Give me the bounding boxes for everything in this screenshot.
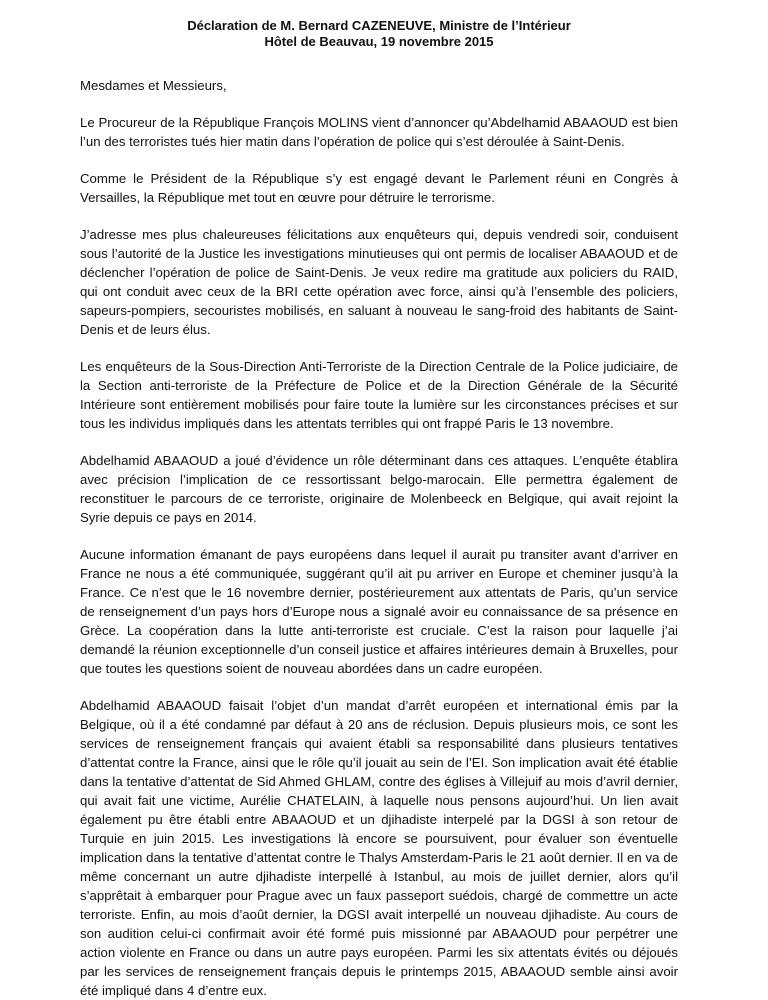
document-body bbox=[80, 76, 678, 1000]
paragraph-4: Les enquêteurs de la Sous-Direction Anti-Terroriste de la Direction Centrale de la Police judiciaire, de la Section anti-terroriste de la Préfecture de Police et de la Direction Générale de la Sécurité Intérieure sont entièrement mobilisés pour faire toute la lumière sur les circonstances précises et sur tous les individus impliqués dans les attentats terribles qui ont frappé Paris le 13 novembre. bbox=[80, 359, 678, 431]
title-line-2: Hôtel de Beauvau, 19 novembre 2015 bbox=[264, 34, 494, 49]
paragraph-6: Aucune information émanant de pays européens dans lequel il aurait pu transiter avant d’arriver en France ne nous a été communiquée, suggérant qu’il ait pu arriver en Europe et cheminer jusqu’à la France. Ce n’est que le 16 novembre dernier, postérieurement aux attentats de Paris, qu’un service de renseignement d’un pays hors d’Europe nous a signalé avoir eu connaissance de sa présence en Grèce. La coopération dans la lutte anti-terroriste est cruciale. C’est la raison pour laquelle j’ai demandé la réunion exceptionnelle d’un conseil justice et affaires intérieures demain à Bruxelles, pour que toutes les questions soient de nouveau abordées dans un cadre européen. bbox=[80, 547, 678, 676]
salutation: Mesdames et Messieurs, bbox=[80, 78, 227, 93]
title-line-1: Déclaration de M. Bernard CAZENEUVE, Ministre de l’Intérieur bbox=[187, 18, 571, 33]
document-title bbox=[80, 18, 678, 50]
paragraph-7: Abdelhamid ABAAOUD faisait l’objet d’un mandat d’arrêt européen et international émis par la Belgique, où il a été condamné par défaut à 20 ans de réclusion. Depuis plusieurs mois, ce sont les services de renseignement français qui avaient établi sa responsabilité dans plusieurs tentatives d’attentat contre la France, ainsi que le rôle qu’il jouait au sein de l’EI. Son implication avait été établie dans la tentative d’attentat de Sid Ahmed GHLAM, contre des églises à Villejuif au mois d’avril dernier, qui avait fait une victime, Aurélie CHATELAIN, à laquelle nous pensons aujourd’hui. Un lien avait également pu être établi entre ABAAOUD et un djihadiste interpelé par la DGSI à son retour de Turquie en juin 2015. Les investigations là encore se poursuivent, pour évaluer son éventuelle implication dans la tentative d’attentat contre le Thalys Amsterdam-Paris le 21 août dernier. Il en va de même concernant un autre djihadiste interpellé à Istanbul, au mois de juillet dernier, alors qu’il s’apprêtait à embarquer pour Prague avec un faux passeport suédois, chargé de commettre un acte terroriste. Enfin, au mois d’août dernier, la DGSI avait interpellé un nouveau djihadiste. Au cours de son audition celui-ci confirmait avoir été formé puis missionné par ABAAOUD pour perpétrer une action violente en France ou dans un autre pays européen. Parmi les six attentats évités ou déjoués par les services de renseignement français depuis le printemps 2015, ABAAOUD semble ainsi avoir été impliqué dans 4 d’entre eux. bbox=[80, 698, 678, 998]
paragraph-1: Le Procureur de la République François MOLINS vient d’annoncer qu’Abdelhamid ABAAOUD est bien l’un des terroristes tués hier matin dans l’opération de police qui s’est déroulée à Saint-Denis. bbox=[80, 115, 678, 149]
paragraph-5: Abdelhamid ABAAOUD a joué d’évidence un rôle déterminant dans ces attaques. L’enquête établira avec précision l’implication de ce ressortissant belgo-marocain. Elle permettra également de reconstituer le parcours de ce terroriste, originaire de Molenbeeck en Belgique, qui avait rejoint la Syrie depuis ce pays en 2014. bbox=[80, 453, 678, 525]
paragraph-3: J’adresse mes plus chaleureuses félicitations aux enquêteurs qui, depuis vendredi soir, conduisent sous l’autorité de la Justice les investigations minutieuses qui ont permis de localiser ABAAOUD et de déclencher l’opération de police de Saint-Denis. Je veux redire ma gratitude aux policiers du RAID, qui ont conduit avec ceux de la BRI cette opération avec force, ainsi qu’à l’ensemble des policiers, sapeurs-pompiers, secouristes mobilisés, en saluant à nouveau le sang-froid des habitants de Saint-Denis et de leurs élus. bbox=[80, 227, 678, 337]
paragraph-2: Comme le Président de la République s’y est engagé devant le Parlement réuni en Congrès à Versailles, la République met tout en œuvre pour détruire le terrorisme. bbox=[80, 171, 678, 205]
